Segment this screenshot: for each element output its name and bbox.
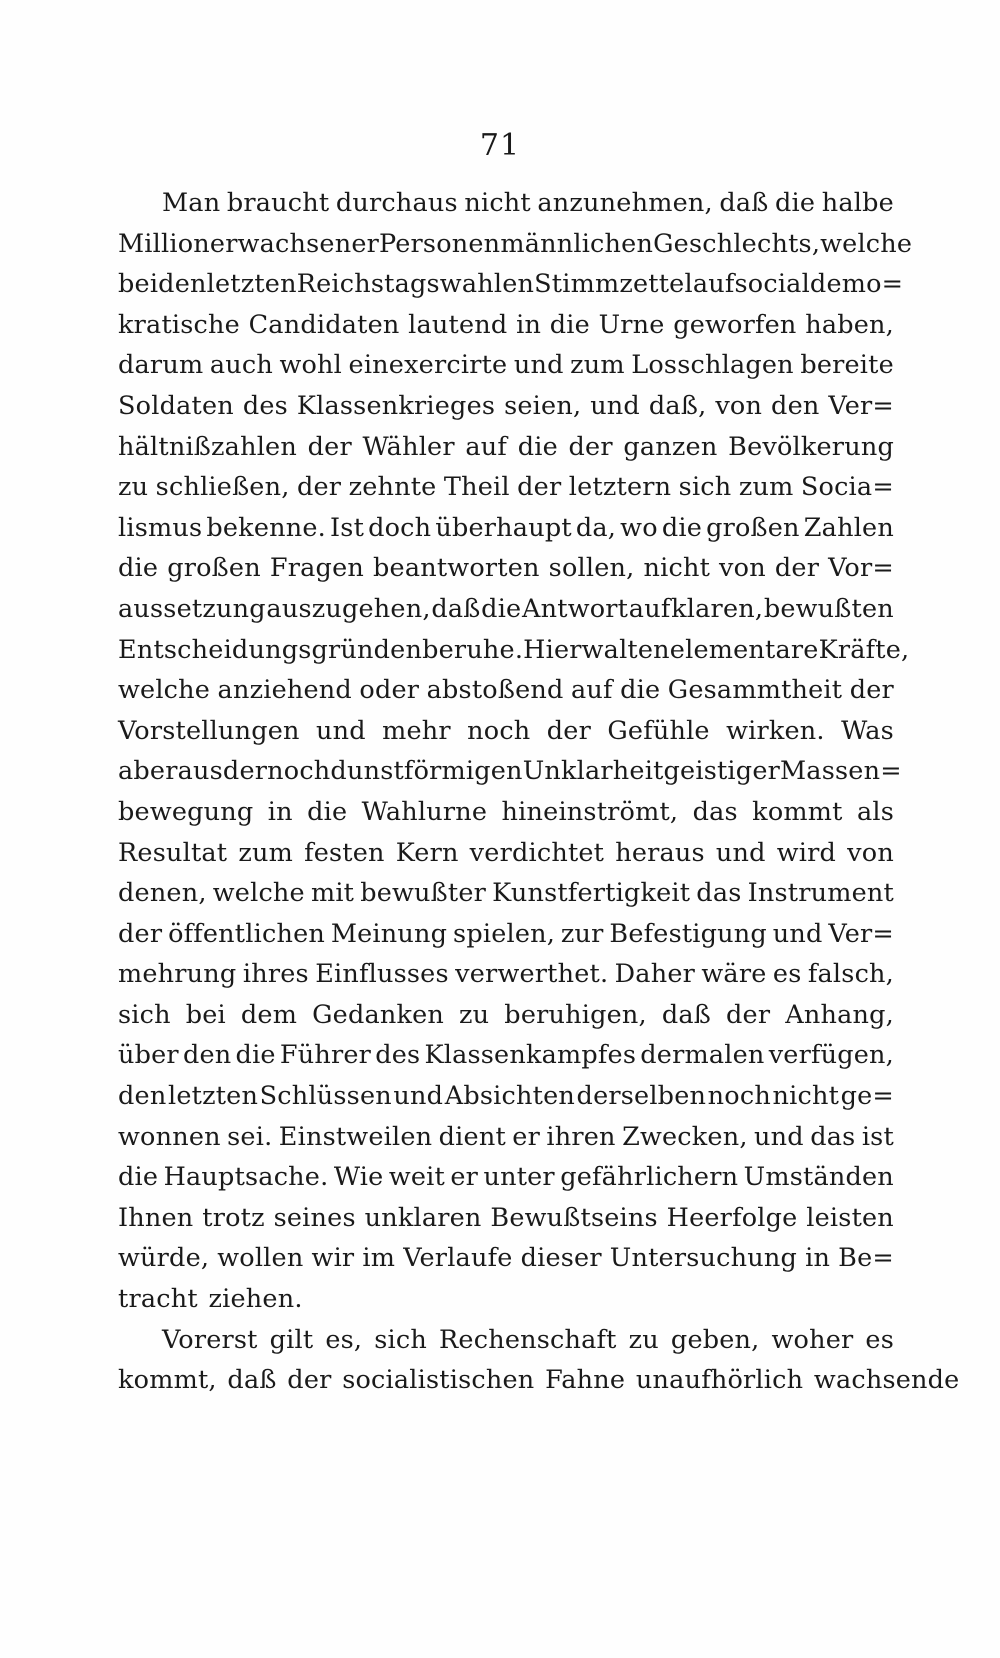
text-line xyxy=(118,391,894,432)
word: socialistischen xyxy=(342,1365,535,1396)
word: ist xyxy=(861,1121,894,1152)
word: ihres xyxy=(242,959,309,990)
word: der xyxy=(568,431,613,462)
word: der xyxy=(287,1365,332,1396)
word: beantworten xyxy=(373,553,540,584)
word: bei xyxy=(118,269,159,300)
word: dient xyxy=(438,1121,506,1152)
word: doch xyxy=(368,512,432,543)
body-text xyxy=(118,188,960,1406)
word: Rechenschaft xyxy=(439,1324,617,1355)
word: Fragen xyxy=(269,553,364,584)
word: männlichen xyxy=(500,228,654,259)
word: Klassenkampfes xyxy=(424,1040,637,1071)
word: letzten xyxy=(206,269,297,300)
word: bewußter xyxy=(360,878,487,909)
word: wirken. xyxy=(726,715,825,746)
word: Kunstfertigkeit xyxy=(492,878,691,909)
word: öffentlichen xyxy=(168,918,325,949)
word: Massen= xyxy=(780,756,902,787)
word: Klassenkrieges xyxy=(296,390,496,421)
word: in xyxy=(805,1243,831,1274)
word: und xyxy=(393,1081,444,1112)
word: ganzen xyxy=(623,431,718,462)
word: sollen, xyxy=(548,553,635,584)
word: sei. xyxy=(227,1121,273,1152)
word: die xyxy=(307,796,348,827)
word: festen xyxy=(304,837,385,868)
word: Ist xyxy=(330,512,365,543)
word: ihren xyxy=(546,1121,616,1152)
word: das xyxy=(696,878,742,909)
text-line xyxy=(118,675,894,716)
word: Umständen xyxy=(743,1162,894,1193)
word: mehrung xyxy=(118,959,237,990)
word: in xyxy=(267,796,293,827)
text-line xyxy=(118,513,894,554)
word: Führer xyxy=(279,1040,372,1071)
word: Absichten xyxy=(444,1081,575,1112)
word: halbe xyxy=(821,188,894,218)
word: Urne xyxy=(598,309,665,340)
word: erwachsener xyxy=(209,228,380,259)
text-line xyxy=(118,959,894,1000)
word: beruhigen, xyxy=(504,999,647,1030)
word: Candidaten xyxy=(248,309,400,340)
word: bei xyxy=(185,999,226,1030)
word: Gefühle xyxy=(607,715,710,746)
word: der xyxy=(726,999,771,1030)
word: überhaupt xyxy=(435,512,572,543)
word: nicht xyxy=(464,188,531,218)
word: letzten xyxy=(167,1081,259,1112)
word: Heerfolge xyxy=(666,1202,798,1233)
paragraph xyxy=(118,1324,960,1406)
word: welche xyxy=(212,878,305,909)
word: weit xyxy=(388,1162,445,1193)
text-line xyxy=(118,1284,894,1325)
word: wachsende xyxy=(813,1365,960,1396)
text-line xyxy=(118,1325,894,1366)
word: wohl xyxy=(279,350,343,381)
word: Bevölkerung xyxy=(728,431,894,462)
word: er xyxy=(450,1162,479,1193)
word: Anhang, xyxy=(785,999,894,1030)
word: dunstförmigen xyxy=(330,756,523,787)
word: dermalen xyxy=(640,1040,765,1071)
word: daß xyxy=(227,1365,277,1396)
word: der xyxy=(307,431,352,462)
word: Soldaten xyxy=(118,390,234,421)
word: durchaus xyxy=(335,188,458,218)
text-line xyxy=(118,1243,894,1284)
text-line xyxy=(118,553,894,594)
word: die xyxy=(118,553,159,584)
word: Vor= xyxy=(828,553,894,584)
word: Kräfte, xyxy=(818,634,910,665)
word: Kern xyxy=(395,837,459,868)
word: Hier xyxy=(523,634,582,665)
word: das xyxy=(692,796,738,827)
word: heraus xyxy=(615,837,705,868)
word: von xyxy=(847,837,894,868)
word: anziehend xyxy=(217,675,352,706)
word: der xyxy=(546,715,591,746)
text-line xyxy=(118,1081,894,1122)
text-line xyxy=(118,919,894,960)
word: einexercirte xyxy=(348,350,508,381)
word: und xyxy=(715,837,766,868)
word: unklaren xyxy=(364,1202,482,1233)
word: da, xyxy=(575,512,617,543)
word: daß xyxy=(661,999,712,1030)
word: Man xyxy=(162,188,221,218)
word: braucht xyxy=(226,188,330,218)
word: Wie xyxy=(333,1162,384,1193)
word: Ver= xyxy=(828,918,894,949)
word: mit xyxy=(310,878,355,909)
word: daß xyxy=(431,593,481,624)
word: woher xyxy=(771,1324,854,1355)
word: der xyxy=(296,472,342,503)
word: unter xyxy=(483,1162,555,1193)
word: daß, xyxy=(648,390,707,421)
word: die xyxy=(481,593,522,624)
word: Einstweilen xyxy=(278,1121,433,1152)
word: auf xyxy=(465,431,508,462)
word: die xyxy=(549,309,590,340)
word: Be= xyxy=(838,1243,894,1274)
word: seien, xyxy=(504,390,582,421)
text-line xyxy=(118,594,894,635)
word: noch xyxy=(467,715,531,746)
word: tracht xyxy=(118,1284,198,1315)
word: der xyxy=(849,675,894,706)
word: Unklarheit xyxy=(522,756,664,787)
word: den xyxy=(118,1081,167,1112)
word: letztern xyxy=(568,472,672,503)
word: die xyxy=(517,431,558,462)
page-number: 71 xyxy=(479,128,521,163)
text-line xyxy=(118,472,894,513)
word: denen, xyxy=(118,878,207,909)
word: den xyxy=(182,1040,232,1071)
word: Verlaufe xyxy=(403,1243,513,1274)
word: wird xyxy=(776,837,837,868)
text-line xyxy=(118,1162,894,1203)
word: den xyxy=(158,269,207,300)
word: Geschlechts, xyxy=(653,228,821,259)
word: welche xyxy=(820,228,913,259)
word: Was xyxy=(841,715,894,746)
word: Gedanken xyxy=(312,999,445,1030)
word: Losschlagen xyxy=(631,350,794,381)
word: bewegung xyxy=(118,796,254,827)
word: Resultat xyxy=(118,837,228,868)
word: Daher xyxy=(614,959,696,990)
word: verfügen, xyxy=(768,1040,894,1071)
word: zum xyxy=(738,472,794,503)
word: daß xyxy=(719,188,769,218)
text-line xyxy=(118,797,894,838)
word: gefährlichern xyxy=(560,1162,739,1193)
word: zum xyxy=(238,837,293,868)
word: die xyxy=(775,188,816,218)
word: die xyxy=(118,1162,159,1193)
text-line xyxy=(118,269,904,310)
word: von xyxy=(719,553,766,584)
text-line xyxy=(118,634,910,676)
word: des xyxy=(375,1040,421,1071)
word: der xyxy=(118,918,163,949)
word: und xyxy=(754,1121,804,1152)
word: welche xyxy=(118,675,211,706)
word: anzunehmen, xyxy=(537,188,713,218)
text-line xyxy=(118,716,894,757)
word: die xyxy=(235,1040,276,1071)
word: lautend xyxy=(408,309,508,340)
word: Ihnen xyxy=(118,1202,194,1233)
word: mehr xyxy=(382,715,451,746)
word: dem xyxy=(240,999,298,1030)
word: elementare xyxy=(669,634,819,665)
word: Zwecken, xyxy=(622,1121,748,1152)
word: Untersuchung xyxy=(609,1243,798,1274)
word: und xyxy=(513,350,564,381)
word: Theil xyxy=(443,472,510,503)
word: Einflusses xyxy=(315,959,449,990)
word: aber xyxy=(118,756,178,787)
word: aus xyxy=(177,756,223,787)
word: auf xyxy=(570,675,613,706)
word: derselben xyxy=(576,1081,707,1112)
word: Gesammtheit xyxy=(667,675,843,706)
word: es, xyxy=(325,1324,363,1355)
word: aussetzung xyxy=(118,593,266,624)
word: großen xyxy=(167,553,261,584)
word: Reichstagswahlen xyxy=(296,269,535,300)
word: Antwort xyxy=(522,593,629,624)
word: gilt xyxy=(269,1324,314,1355)
word: der xyxy=(774,553,820,584)
word: klaren, xyxy=(671,593,764,624)
word: kommt xyxy=(752,796,843,827)
word: auch xyxy=(209,350,273,381)
word: zehnte xyxy=(348,472,437,503)
word: nicht xyxy=(643,553,711,584)
word: geworfen xyxy=(673,309,797,340)
word: Personen xyxy=(379,228,501,259)
word: sich xyxy=(678,472,732,503)
text-line xyxy=(118,756,902,797)
word: dieser xyxy=(520,1243,602,1274)
text-line xyxy=(118,350,894,391)
word: es xyxy=(865,1324,894,1355)
text-line xyxy=(118,1122,894,1163)
word: kommt, xyxy=(118,1365,217,1396)
word: beruhe. xyxy=(422,634,524,665)
word: Million xyxy=(118,228,210,259)
word: die xyxy=(661,512,702,543)
word: über xyxy=(118,1040,179,1071)
word: in xyxy=(516,309,542,340)
word: Bewußtseins xyxy=(490,1202,658,1233)
word: verwerthet. xyxy=(455,959,609,990)
word: noch xyxy=(707,1081,771,1112)
text-line xyxy=(118,310,894,351)
word: Hauptsache. xyxy=(163,1162,329,1193)
word: wollen xyxy=(217,1243,304,1274)
word: zu xyxy=(459,999,490,1030)
word: spielen, xyxy=(453,918,556,949)
word: Meinung xyxy=(330,918,448,949)
word: trotz xyxy=(202,1202,265,1233)
word: sich xyxy=(374,1324,428,1355)
word: Schlüssen xyxy=(259,1081,392,1112)
word: sich xyxy=(118,999,171,1030)
word: geistiger xyxy=(663,756,780,787)
word: Stimmzettel xyxy=(534,269,693,300)
word: zum xyxy=(570,350,625,381)
word: auf xyxy=(628,593,671,624)
text-line xyxy=(118,432,894,473)
word: wonnen xyxy=(118,1121,221,1152)
word: würde, xyxy=(118,1243,210,1274)
word: darum xyxy=(118,350,204,381)
word: Wähler xyxy=(362,431,455,462)
word: walten xyxy=(581,634,670,665)
word: abstoßend xyxy=(426,675,564,706)
word: oder xyxy=(359,675,420,706)
word: des xyxy=(242,390,288,421)
word: Fahne xyxy=(545,1365,626,1396)
word: geben, xyxy=(670,1324,760,1355)
word: Zahlen xyxy=(803,512,894,543)
word: Befestigung xyxy=(609,918,767,949)
word: auf xyxy=(692,269,735,300)
word: ge= xyxy=(840,1081,894,1112)
word: Entscheidungsgründen xyxy=(118,634,423,665)
word: zur xyxy=(560,918,604,949)
word: Ver= xyxy=(828,390,894,421)
word: er xyxy=(512,1121,540,1152)
word: Wahlurne xyxy=(361,796,488,827)
word: Socia= xyxy=(800,472,894,503)
word: Vorerst xyxy=(162,1324,258,1355)
word: unaufhörlich xyxy=(635,1365,804,1396)
word: hineinströmt, xyxy=(501,796,679,827)
word: wir xyxy=(311,1243,355,1274)
word: zu xyxy=(118,472,149,503)
word: die xyxy=(620,675,661,706)
word: das xyxy=(810,1121,856,1152)
word: als xyxy=(856,796,894,827)
text-line xyxy=(118,878,894,919)
word: im xyxy=(362,1243,396,1274)
word: kratische xyxy=(118,309,240,340)
word: der xyxy=(517,472,562,503)
word: leisten xyxy=(806,1202,894,1233)
word: es xyxy=(772,959,802,990)
word: von xyxy=(715,390,763,421)
word: großen xyxy=(706,512,800,543)
word: socialdemo= xyxy=(734,269,904,300)
word: lismus xyxy=(118,512,203,543)
text-line xyxy=(118,228,913,270)
word: und xyxy=(590,390,640,421)
text-line xyxy=(118,188,894,229)
word: schließen, xyxy=(155,472,290,503)
word: ziehen. xyxy=(208,1284,303,1315)
word: Instrument xyxy=(747,878,894,909)
word: der xyxy=(222,756,268,787)
word: noch xyxy=(267,756,331,787)
word: nicht xyxy=(772,1081,840,1112)
text-line xyxy=(118,1203,894,1244)
word: den xyxy=(771,390,820,421)
word: auszugehen, xyxy=(266,593,431,624)
word: wäre xyxy=(701,959,767,990)
text-line xyxy=(118,1040,894,1081)
word: und xyxy=(772,918,823,949)
word: hältnißzahlen xyxy=(118,431,297,462)
word: bewußten xyxy=(763,593,894,624)
word: haben, xyxy=(805,309,894,340)
word: und xyxy=(315,715,366,746)
word: seines xyxy=(273,1202,356,1233)
word: bekenne. xyxy=(206,512,326,543)
text-line xyxy=(118,1365,960,1406)
word: verdichtet xyxy=(469,837,605,868)
text-line xyxy=(118,1000,894,1041)
word: wo xyxy=(620,512,658,543)
word: zu xyxy=(628,1324,659,1355)
word: Vorstellungen xyxy=(118,715,300,746)
text-line xyxy=(118,838,894,879)
word: bereite xyxy=(800,350,894,381)
paragraph xyxy=(118,188,913,1325)
word: falsch, xyxy=(807,959,894,990)
